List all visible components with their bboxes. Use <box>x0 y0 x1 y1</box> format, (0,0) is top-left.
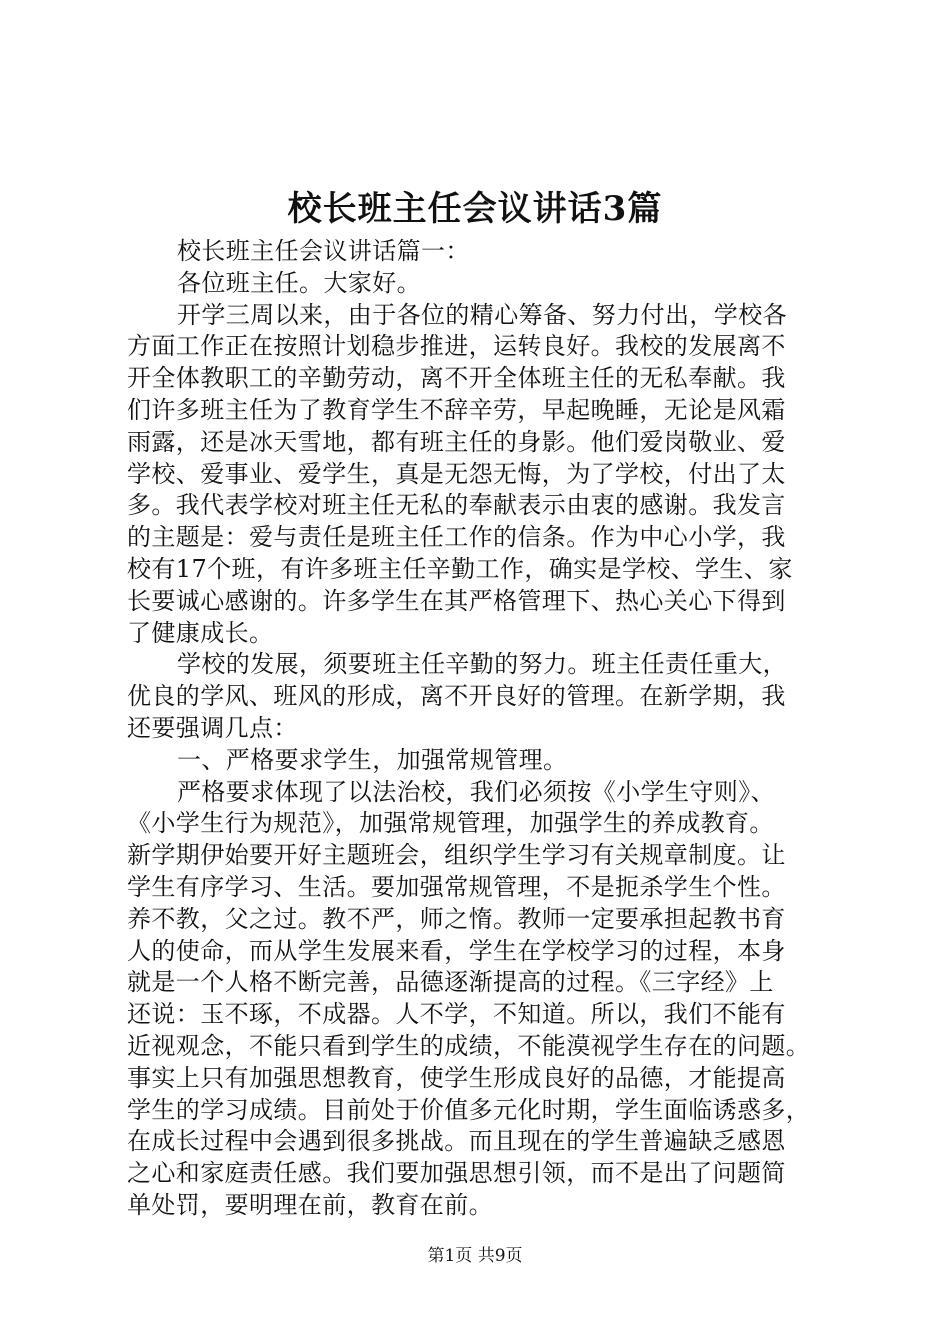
text-line: 人的使命，而从学生发展来看，学生在学校学习的过程，本身 <box>127 936 786 965</box>
text-line: 还说：玉不琢，不成器。人不学，不知道。所以，我们不能有 <box>127 1000 786 1029</box>
text-line: 在成长过程中会遇到很多挑战。而且现在的学生普遍缺乏感恩 <box>127 1127 786 1156</box>
text-line: 开学三周以来，由于各位的精心筹备、努力付出，学校各 <box>177 300 787 329</box>
text-line: 的主题是：爱与责任是班主任工作的信条。作为中心小学，我 <box>127 523 786 552</box>
text-line: 之心和家庭责任感。我们要加强思想引领，而不是出了问题简 <box>127 1159 786 1188</box>
text-line: 严格要求体现了以法治校，我们必须按《小学生守则》、 <box>177 777 775 806</box>
text-line: 校有17个班，有许多班主任辛勤工作，确实是学校、学生、家 <box>127 554 793 583</box>
text-line: 近视观念，不能只看到学生的成绩，不能漠视学生存在的问题。 <box>127 1031 811 1060</box>
text-line: 们许多班主任为了教育学生不辞辛劳，早起晚睡，无论是风霜 <box>127 395 786 424</box>
text-line: 方面工作正在按照计划稳步推进，运转良好。我校的发展离不 <box>127 332 786 361</box>
text-line: 单处罚，要明理在前，教育在前。 <box>127 1190 493 1219</box>
text-line: 各位班主任。大家好。 <box>177 268 421 297</box>
text-line: 学生的学习成绩。目前处于价值多元化时期，学生面临诱惑多， <box>127 1095 811 1124</box>
text-line: 养不教，父之过。教不严，师之惰。教师一定要承担起教书育 <box>127 904 786 933</box>
document-body <box>127 236 849 1222</box>
text-line: 雨露，还是冰天雪地，都有班主任的身影。他们爱岗敬业、爱 <box>127 427 786 456</box>
text-line: 还要强调几点： <box>127 713 298 742</box>
text-line: 新学期伊始要开好主题班会，组织学生学习有关规章制度。让 <box>127 841 786 870</box>
text-line: 《小学生行为规范》，加强常规管理，加强学生的养成教育。 <box>127 809 774 838</box>
text-line: 学校的发展，须要班主任辛勤的努力。班主任责任重大， <box>177 650 787 679</box>
text-line: 学校、爱事业、爱学生，真是无怨无悔，为了学校，付出了太 <box>127 459 786 488</box>
text-line: 优良的学风、班风的形成，离不开良好的管理。在新学期，我 <box>127 682 786 711</box>
text-line: 学生有序学习、生活。要加强常规管理，不是扼杀学生个性。 <box>127 872 786 901</box>
text-line: 校长班主任会议讲话篇一： <box>177 237 470 265</box>
page-footer: 第1页 共9页 <box>427 1246 523 1266</box>
text-line: 一、严格要求学生，加强常规管理。 <box>177 745 568 774</box>
text-line: 开全体教职工的辛勤劳动，离不开全体班主任的无私奉献。我 <box>127 364 786 393</box>
text-line: 事实上只有加强思想教育，使学生形成良好的品德，才能提高 <box>127 1063 786 1092</box>
text-line: 就是一个人格不断完善，品德逐渐提高的过程。《三字经》上 <box>127 968 774 997</box>
text-line: 长要诚心感谢的。许多学生在其严格管理下、热心关心下得到 <box>127 586 786 615</box>
text-line: 多。我代表学校对班主任无私的奉献表示由衷的感谢。我发言 <box>127 491 786 520</box>
text-line: 了健康成长。 <box>127 618 274 647</box>
document-title: 校长班主任会议讲话3篇 <box>287 189 663 229</box>
